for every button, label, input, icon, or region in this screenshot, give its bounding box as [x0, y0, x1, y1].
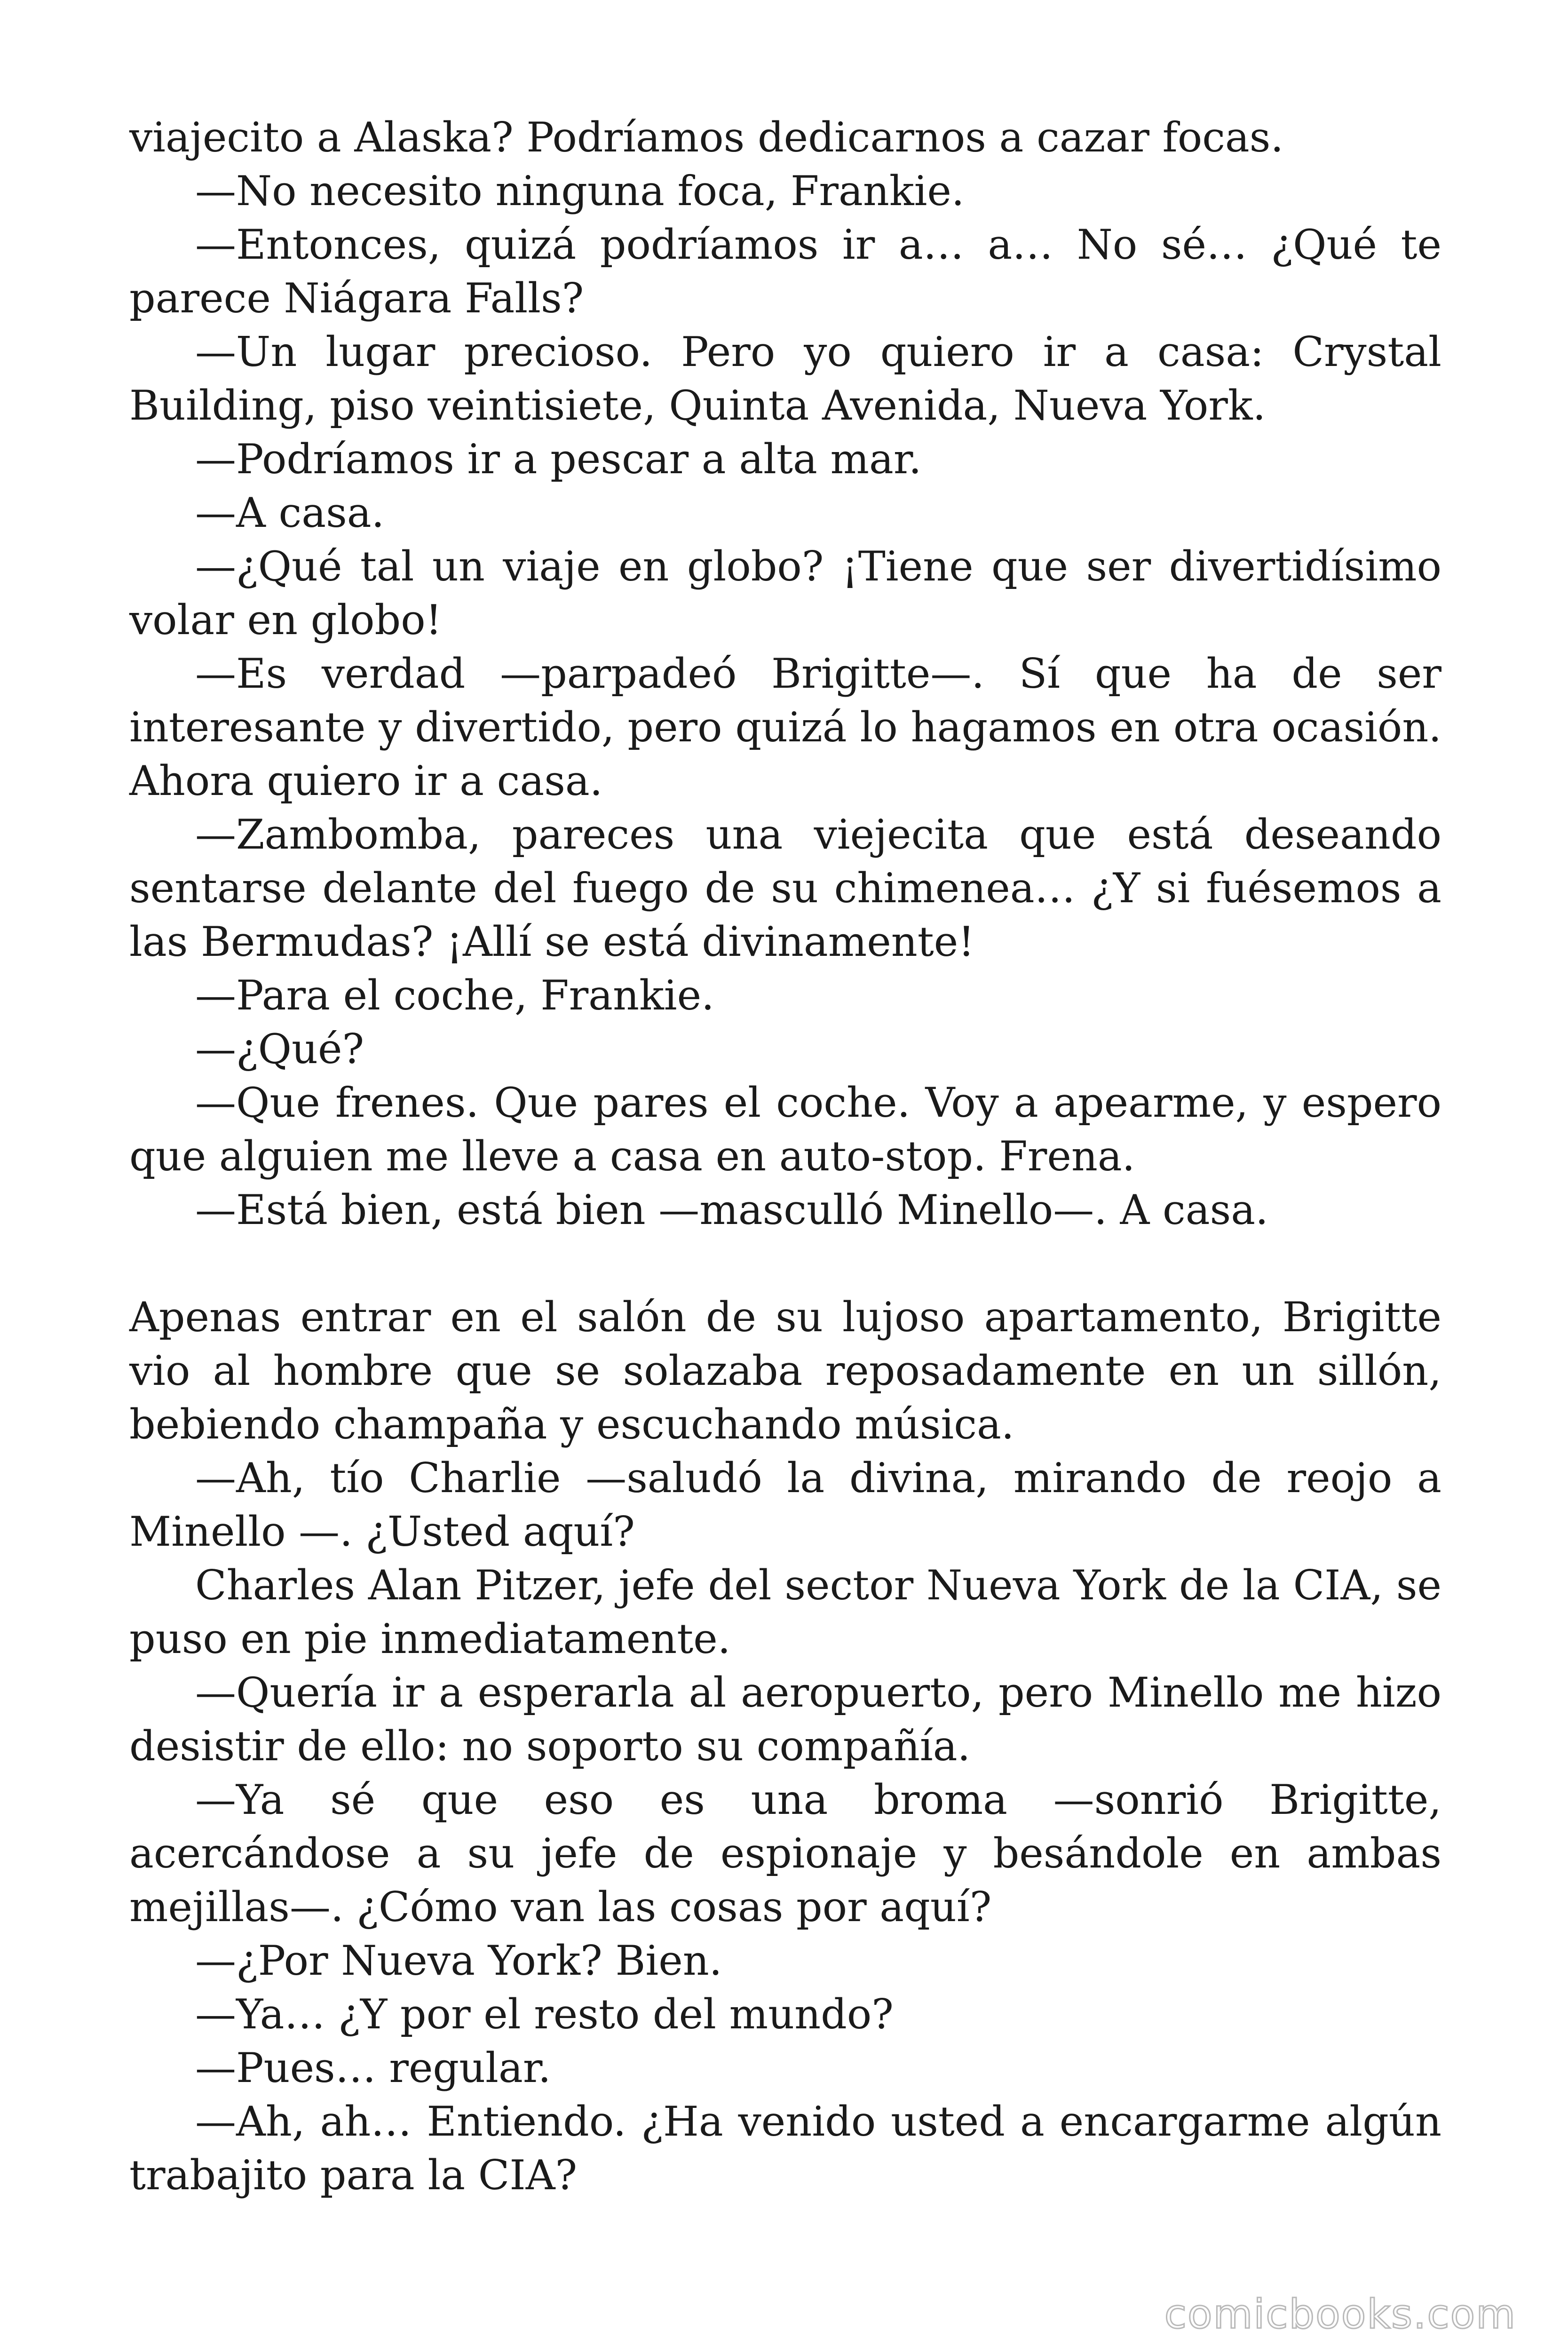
paragraph: —Zambomba, pareces una viejecita que está deseando sentarse delante del fuego de su chimenea… ¿Y si fuésemos a las Bermudas? ¡Allí se está divinamente!: [129, 810, 1441, 966]
paragraph: —Un lugar precioso. Pero yo quiero ir a casa: Crystal Building, piso veintisiete, Quinta Avenida, Nueva York.: [129, 328, 1441, 429]
section-start-paragraph: Apenas entrar en el salón de su lujoso apartamento, Brigitte vio al hombre que se solazaba reposadamente en un sillón, bebiendo champaña y escuchando música.: [129, 1293, 1441, 1448]
paragraph: —¿Qué tal un viaje en globo? ¡Tiene que ser divertidísimo volar en globo!: [129, 542, 1441, 644]
paragraph: —No necesito ninguna foca, Frankie.: [195, 167, 965, 215]
paragraph: —Entonces, quizá podríamos ir a… a… No sé… ¿Qué te parece Niágara Falls?: [129, 221, 1441, 322]
paragraph: —Podríamos ir a pescar a alta mar.: [195, 435, 922, 483]
paragraph: —Ah, ah… Entiendo. ¿Ha venido usted a encargarme algún trabajito para la CIA?: [129, 2098, 1441, 2199]
paragraph: viajecito a Alaska? Podríamos dedicarnos a cazar focas.: [129, 113, 1284, 161]
paragraph: Charles Alan Pitzer, jefe del sector Nueva York de la CIA, se puso en pie inmediatamente.: [129, 1561, 1441, 1663]
paragraph: —Ya sé que eso es una broma —sonrió Brigitte, acercándose a su jefe de espionaje y besándole en ambas mejillas—. ¿Cómo van las cosas por aquí?: [129, 1776, 1441, 1931]
book-page-text: [129, 111, 1441, 2202]
paragraph: —Ah, tío Charlie —saludó la divina, mirando de reojo a Minello —. ¿Usted aquí?: [129, 1454, 1441, 1556]
paragraph: —Para el coche, Frankie.: [195, 971, 714, 1019]
paragraph: —Está bien, está bien —masculló Minello—. A casa.: [195, 1186, 1268, 1234]
paragraph: —Pues… regular.: [195, 2044, 551, 2092]
paragraph: —¿Qué?: [195, 1025, 364, 1073]
paragraph: —Ya… ¿Y por el resto del mundo?: [195, 1990, 894, 2038]
paragraph: —A casa.: [195, 489, 385, 537]
watermark: comicbooks.com: [1164, 2291, 1516, 2338]
paragraph: —Que frenes. Que pares el coche. Voy a apearme, y espero que alguien me lleve a casa en auto-stop. Frena.: [129, 1079, 1441, 1180]
paragraph: —Es verdad —parpadeó Brigitte—. Sí que ha de ser interesante y divertido, pero quizá lo hagamos en otra ocasión. Ahora quiero ir a casa.: [129, 650, 1441, 805]
paragraph: —¿Por Nueva York? Bien.: [195, 1937, 722, 1985]
paragraph: —Quería ir a esperarla al aeropuerto, pero Minello me hizo desistir de ello: no soporto su compañía.: [129, 1669, 1441, 1770]
